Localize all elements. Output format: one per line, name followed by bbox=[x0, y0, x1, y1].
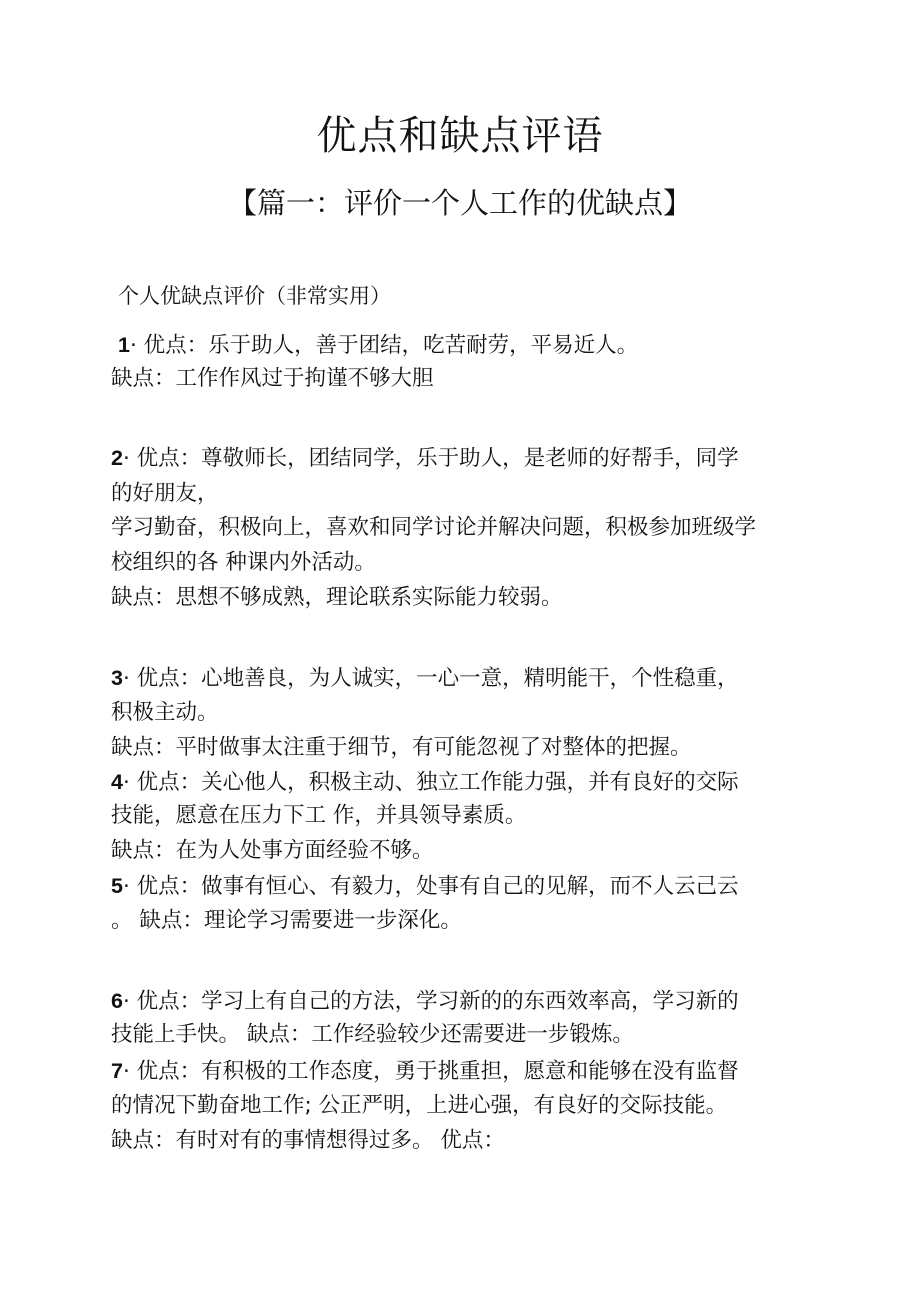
document-title: 优点和缺点评语 bbox=[316, 113, 604, 159]
body-line bbox=[118, 330, 638, 361]
line-text: · 优点：有积极的工作态度，勇于挑重担，愿意和能够在没有监督 bbox=[122, 1059, 739, 1084]
line-text: 缺点：工作作风过于拘谨不够大胆 bbox=[111, 366, 434, 391]
line-text: · 优点：乐于助人，善于团结，吃苦耐劳，平易近人。 bbox=[129, 333, 639, 358]
item-number: 5 bbox=[111, 874, 123, 898]
item-number: 2 bbox=[111, 446, 123, 470]
line-text: 缺点：在为人处事方面经验不够。 bbox=[111, 838, 434, 863]
line-text: 技能，愿意在压力下工 作，并具领导素质。 bbox=[111, 803, 527, 828]
line-text: 技能上手快。 缺点：工作经验较少还需要进一步锻炼。 bbox=[111, 1022, 634, 1047]
body-line bbox=[111, 1126, 505, 1156]
body-line bbox=[111, 698, 219, 728]
body-line bbox=[111, 986, 739, 1017]
line-text: · 优点：关心他人，积极主动、独立工作能力强，并有良好的交际 bbox=[122, 770, 739, 795]
body-line bbox=[111, 906, 462, 936]
line-text: · 优点：做事有恒心、有毅力，处事有自己的见解，而不人云己云 bbox=[122, 874, 739, 899]
body-line bbox=[111, 767, 739, 798]
item-number: 7 bbox=[111, 1059, 123, 1083]
body-line bbox=[111, 583, 563, 613]
line-text: 。 缺点：理论学习需要进一步深化。 bbox=[111, 908, 462, 933]
item-number: 4 bbox=[111, 770, 123, 794]
line-text: 缺点：有时对有的事情想得过多。 优点： bbox=[111, 1128, 505, 1153]
line-text: 校组织的各 种课内外活动。 bbox=[111, 550, 376, 575]
body-line bbox=[111, 548, 376, 578]
line-text: · 优点：心地善良，为人诚实，一心一意，精明能干，个性稳重， bbox=[122, 666, 739, 691]
body-line bbox=[111, 364, 434, 394]
intro-heading: 个人优缺点评价（非常实用） bbox=[118, 284, 391, 308]
body-line bbox=[111, 1091, 727, 1121]
body-line bbox=[111, 513, 756, 543]
item-number: 3 bbox=[111, 666, 123, 690]
body-line bbox=[111, 1056, 739, 1087]
line-text: · 优点：尊敬师长，团结同学，乐于助人，是老师的好帮手，同学 bbox=[122, 446, 739, 471]
item-number: 6 bbox=[111, 989, 123, 1013]
line-text: 学习勤奋，积极向上，喜欢和同学讨论并解决问题，积极参加班级学 bbox=[111, 515, 757, 540]
body-line bbox=[111, 871, 739, 902]
body-line bbox=[111, 1020, 634, 1050]
line-text: · 优点：学习上有自己的方法，学习新的的东西效率高，学习新的 bbox=[122, 989, 739, 1014]
line-text: 的好朋友， bbox=[111, 481, 219, 506]
line-text: 的情况下勤奋地工作; 公正严明，上进心强，有良好的交际技能。 bbox=[111, 1093, 728, 1118]
document-subtitle: 【篇一：评价一个人工作的优缺点】 bbox=[227, 186, 692, 220]
line-text: 缺点：平时做事太注重于细节，有可能忽视了对整体的把握。 bbox=[111, 735, 692, 760]
body-line bbox=[111, 443, 739, 474]
line-text: 缺点：思想不够成熟，理论联系实际能力较弱。 bbox=[111, 585, 563, 610]
body-line bbox=[111, 479, 219, 509]
body-line bbox=[111, 663, 739, 694]
body-line bbox=[111, 836, 434, 866]
item-number: 1 bbox=[118, 333, 130, 357]
body-line bbox=[111, 733, 692, 763]
line-text: 积极主动。 bbox=[111, 700, 219, 725]
body-line bbox=[111, 801, 526, 831]
